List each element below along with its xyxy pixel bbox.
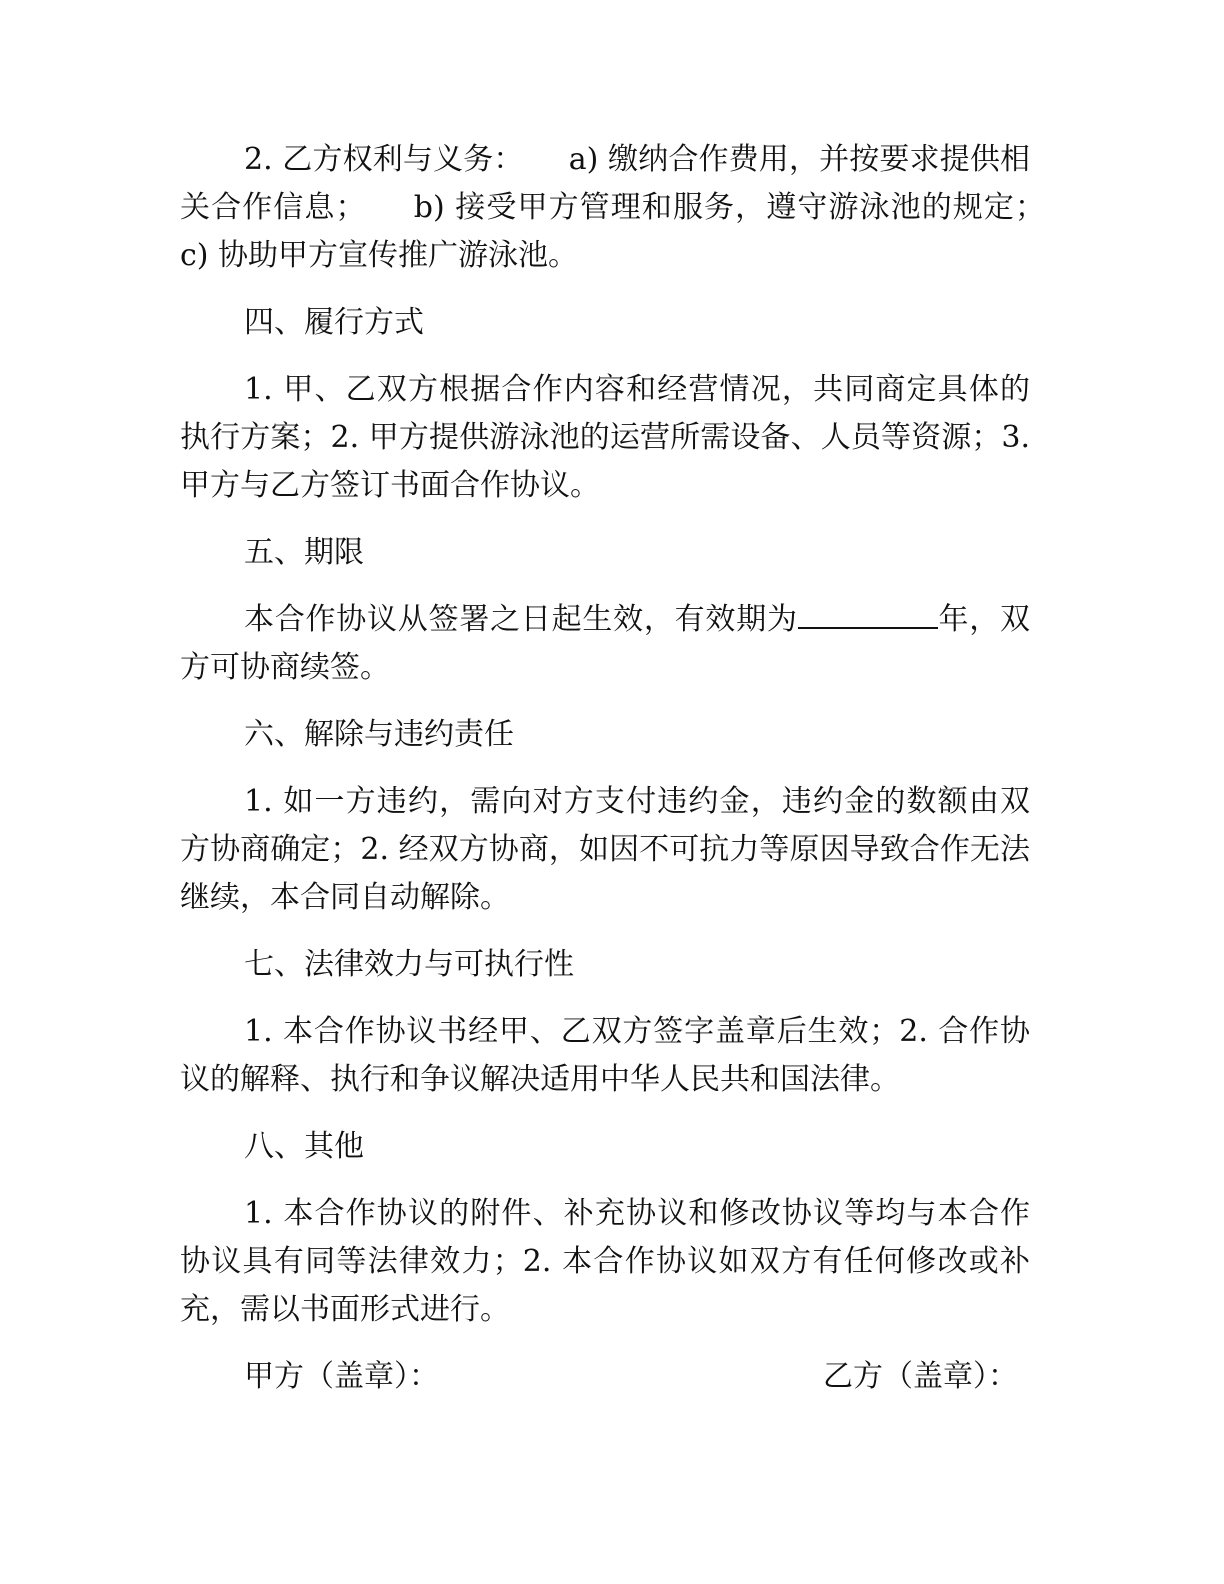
section-heading-performance: 四、履行方式	[244, 305, 424, 340]
signature-row	[180, 1353, 1030, 1401]
section-heading-term: 五、期限	[244, 535, 364, 570]
term-paragraph	[180, 596, 1030, 692]
other-paragraph: 1. 本合作协议的附件、补充协议和修改协议等均与本合作协议具有同等法律效力；2. 本合作协议如双方有任何修改或补充，需以书面形式进行。	[180, 1196, 1030, 1327]
term-years-blank	[798, 597, 938, 629]
legal-effect-paragraph: 1. 本合作协议书经甲、乙双方签字盖章后生效；2. 合作协议的解释、执行和争议解决适用中华人民共和国法律。	[180, 1014, 1030, 1097]
document-page	[180, 136, 1090, 1401]
party-b-rights-paragraph: 2. 乙方权利与义务： a) 缴纳合作费用，并按要求提供相关合作信息； b) 接受甲方管理和服务，遵守游泳池的规定； c) 协助甲方宣传推广游泳池。	[180, 142, 1090, 273]
party-b-signature-label: 乙方（盖章）：	[823, 1359, 1018, 1394]
termination-paragraph: 1. 如一方违约，需向对方支付违约金，违约金的数额由双方协商确定；2. 经双方协商，如因不可抗力等原因导致合作无法继续，本合同自动解除。	[180, 784, 1030, 915]
term-text-after: 年，双方可协商续签。	[180, 602, 1031, 685]
performance-paragraph: 1. 甲、乙双方根据合作内容和经营情况，共同商定具体的执行方案；2. 甲方提供游泳池的运营所需设备、人员等资源；3. 甲方与乙方签订书面合作协议。	[180, 372, 1030, 503]
party-a-signature-label: 甲方（盖章）：	[244, 1359, 439, 1394]
section-heading-termination: 六、解除与违约责任	[244, 717, 514, 752]
term-text-before: 本合作协议从签署之日起生效，有效期为	[244, 602, 798, 637]
section-heading-legal-effect: 七、法律效力与可执行性	[244, 947, 574, 982]
section-heading-other: 八、其他	[244, 1129, 364, 1164]
